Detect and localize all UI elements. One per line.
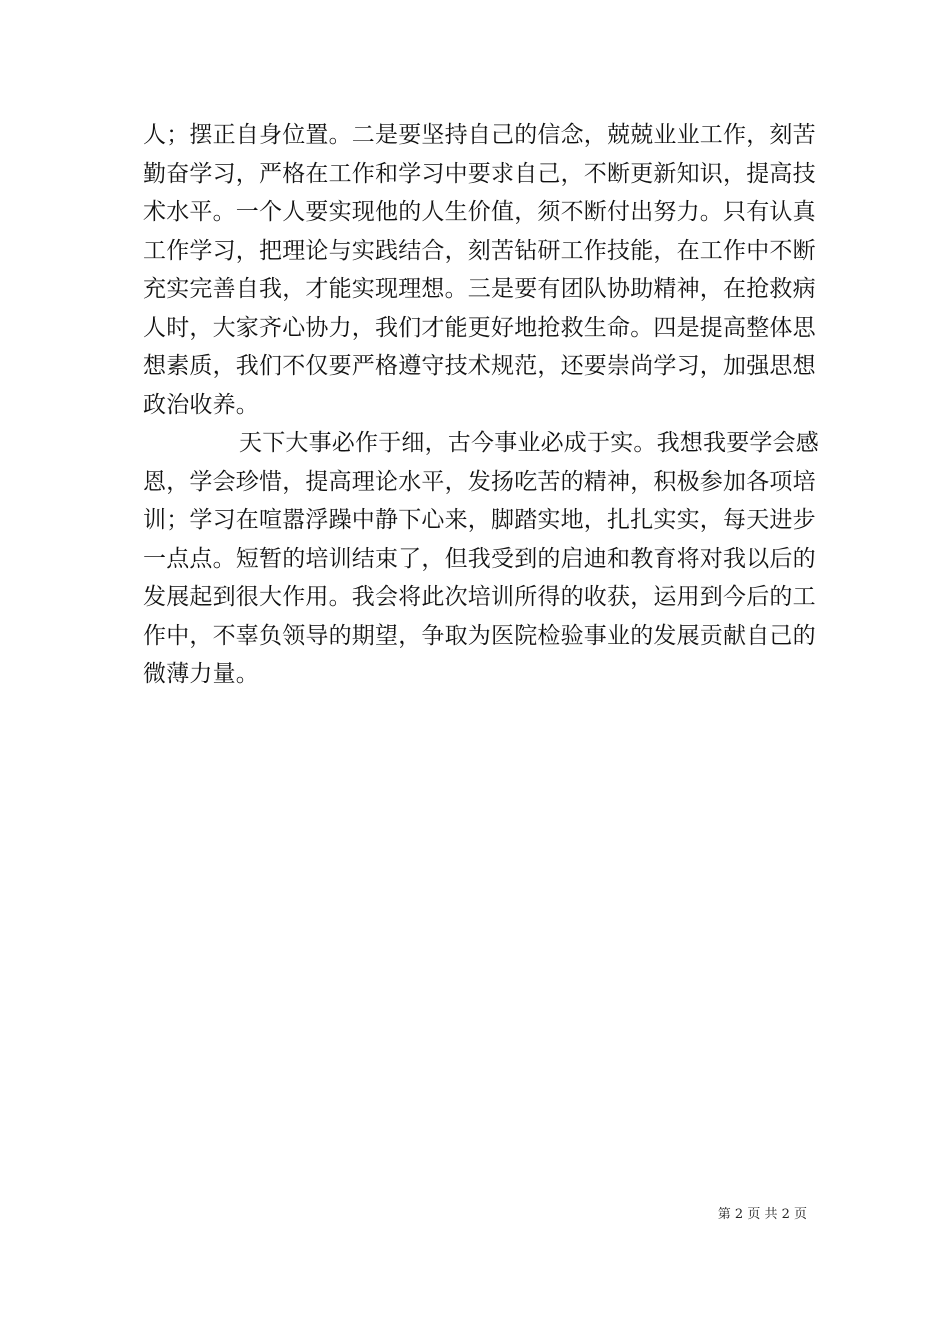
text-line: 人；摆正自身位置。二是要坚持自己的信念，兢兢业业工作，刻苦 — [143, 122, 816, 148]
text-line: 恩，学会珍惜，提高理论水平，发扬吃苦的精神，积极参加各项培 — [143, 468, 816, 495]
document-body — [143, 116, 819, 694]
page-number: 第 2 页 共 2 页 — [717, 1207, 807, 1222]
text-line: 充实完善自我，才能实现理想。三是要有团队协助精神，在抢救病 — [143, 276, 816, 302]
text-line: 人时，大家齐心协力，我们才能更好地抢救生命。四是提高整体思 — [143, 314, 816, 341]
paragraph-1 — [143, 116, 816, 424]
text-line: 微薄力量。 — [143, 661, 259, 687]
text-line: 勤奋学习，严格在工作和学习中要求自己，不断更新知识，提高技 — [143, 160, 816, 187]
text-line: 想素质，我们不仅要严格遵守技术规范，还要崇尚学习，加强思想 — [143, 353, 816, 379]
text-line: 天下大事必作于细，古今事业必成于实。我想我要学会感 — [239, 430, 819, 456]
text-line: 工作学习，把理论与实践结合，刻苦钻研工作技能，在工作中不断 — [143, 237, 816, 264]
text-line: 一点点。短暂的培训结束了，但我受到的启迪和教育将对我以后的 — [143, 545, 816, 572]
text-line: 术水平。一个人要实现他的人生价值，须不断付出努力。只有认真 — [143, 199, 816, 225]
text-line: 训；学习在喧嚣浮躁中静下心来，脚踏实地，扎扎实实，每天进步 — [143, 507, 816, 533]
text-line: 发展起到很大作用。我会将此次培训所得的收获，运用到今后的工 — [143, 584, 816, 610]
text-line: 作中，不辜负领导的期望，争取为医院检验事业的发展贡献自己的 — [143, 622, 816, 649]
paragraph-2 — [143, 424, 819, 694]
text-line: 政治收养。 — [143, 391, 259, 418]
